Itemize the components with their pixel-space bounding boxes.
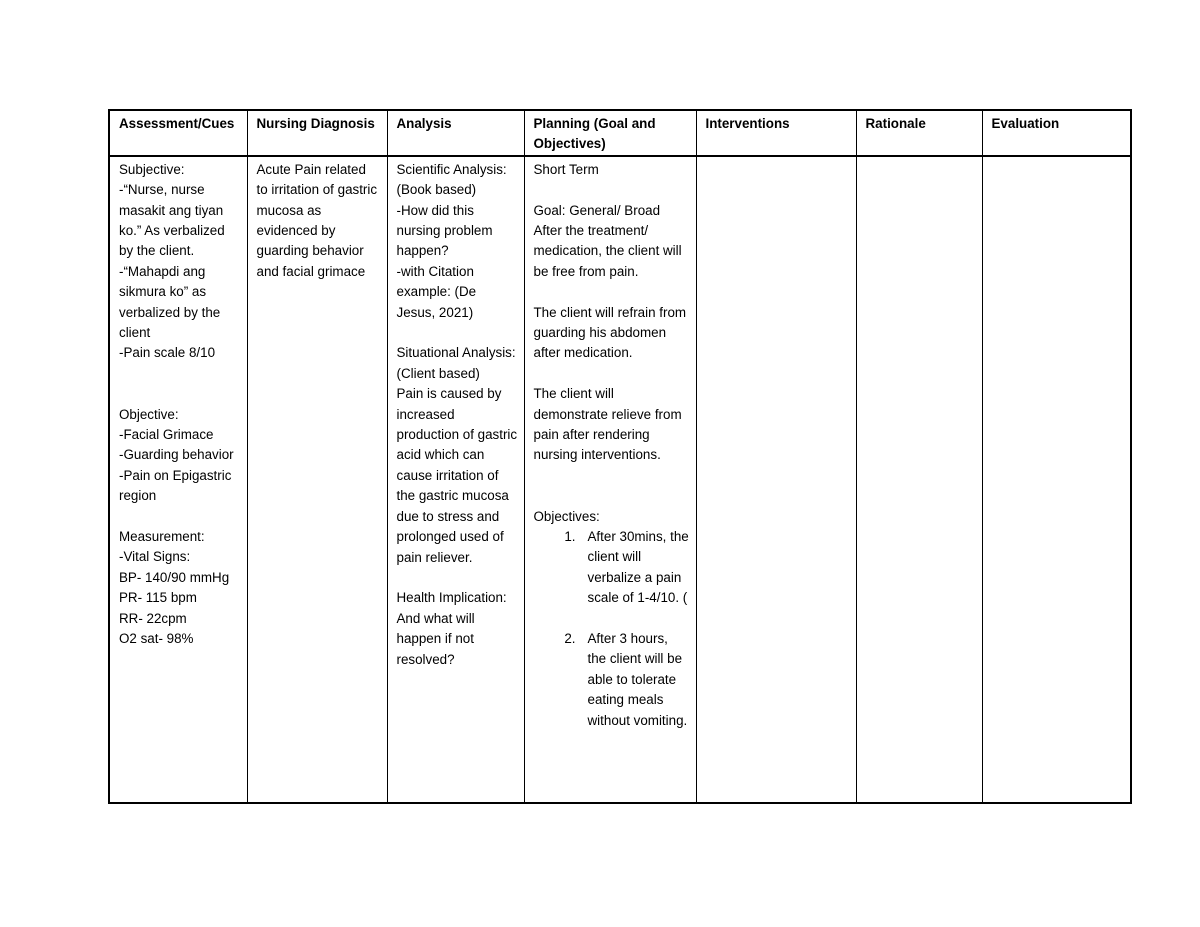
objective-text: After 3 hours, the client will be able to tolerate eating meals without vomiting. xyxy=(587,631,688,728)
objective-item: -Pain on Epigastric region xyxy=(119,467,232,504)
subjective-label: Subjective: xyxy=(119,161,185,177)
measurement-item: RR- 22cpm xyxy=(119,610,187,626)
subjective-item: -Pain scale 8/10 xyxy=(119,345,216,361)
objective-item: -Guarding behavior xyxy=(119,447,234,463)
measurement-item: BP- 140/90 mmHg xyxy=(119,569,230,585)
measurement-item: O2 sat- 98% xyxy=(119,631,194,647)
goal-text: The client will refrain from guarding his abdomen after medication. xyxy=(533,304,687,361)
objective-number: 2. xyxy=(564,631,576,647)
header-interventions: Interventions xyxy=(696,110,856,156)
measurement-label: Measurement: xyxy=(119,529,205,545)
measurement-item: -Vital Signs: xyxy=(119,549,191,565)
scientific-label: Scientific Analysis: xyxy=(396,161,507,177)
header-diagnosis: Nursing Diagnosis xyxy=(247,110,387,156)
header-rationale: Rationale xyxy=(856,110,982,156)
rationale-cell xyxy=(856,156,982,803)
goal-text: The client will demonstrate relieve from pain after rendering nursing interventions. xyxy=(533,386,682,463)
table-row xyxy=(109,156,1131,803)
objectives-list xyxy=(534,527,690,731)
header-analysis: Analysis xyxy=(387,110,524,156)
header-assessment: Assessment/Cues xyxy=(109,110,247,156)
nursing-care-plan-table xyxy=(108,109,1132,804)
measurement-item: PR- 115 bpm xyxy=(119,590,197,606)
header-planning: Planning (Goal and Objectives) xyxy=(524,110,696,156)
scientific-item: (Book based) xyxy=(396,182,477,198)
situational-label: Situational Analysis: xyxy=(396,345,516,361)
planning-cell xyxy=(524,156,696,803)
goal-label: Goal: General/ Broad xyxy=(533,202,661,218)
diagnosis-cell xyxy=(247,156,387,803)
objective-number: 1. xyxy=(564,529,576,545)
scientific-item: -How did this nursing problem happen? xyxy=(396,202,493,259)
situational-item: (Client based) xyxy=(396,365,480,381)
planning-term: Short Term xyxy=(533,161,599,177)
objective-item: -Facial Grimace xyxy=(119,427,214,443)
diagnosis-text: Acute Pain related to irritation of gastric mucosa as evidenced by guarding behavior and facial grimace xyxy=(256,161,378,279)
evaluation-cell xyxy=(982,156,1131,803)
situational-item: Pain is caused by increased production of gastric acid which can cause irritation of the gastric mucosa due to stress and prolonged used of pain reliever. xyxy=(396,386,518,565)
header-row xyxy=(109,110,1131,156)
objectives-label: Objectives: xyxy=(533,508,600,524)
list-item xyxy=(534,527,690,609)
goal-text: After the treatment/ medication, the client will be free from pain. xyxy=(533,223,682,279)
list-item xyxy=(534,629,690,731)
interventions-cell xyxy=(696,156,856,803)
health-implication: Health Implication: And what will happen if not resolved? xyxy=(396,590,507,667)
scientific-item: -with Citation example: (De Jesus, 2021) xyxy=(396,263,477,320)
subjective-item: -“Nurse, nurse masakit ang tiyan ko.” As verbalized by the client. xyxy=(119,182,225,259)
subjective-item: -“Mahapdi ang sikmura ko” as verbalized by the client xyxy=(119,263,221,341)
objective-text: After 30mins, the client will verbalize a pain scale of 1-4/10. ( xyxy=(587,529,689,606)
header-evaluation: Evaluation xyxy=(982,110,1131,156)
analysis-cell xyxy=(387,156,524,803)
objective-label: Objective: xyxy=(119,406,179,422)
assessment-cell xyxy=(109,156,247,803)
